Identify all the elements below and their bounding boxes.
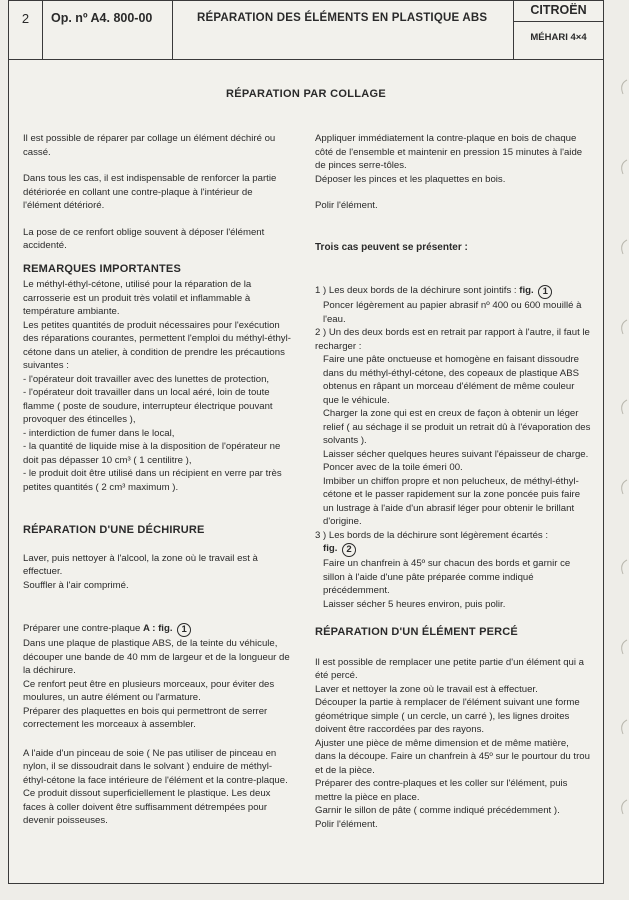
- case2-paragraph: Charger la zone qui est en creux de façon à obtenir un léger relief ( au séchage il se produit un retrait dû à l'évaporation des solvants ).: [323, 408, 591, 446]
- pierced-paragraph: Garnir le sillon de pâte ( comme indiqué précédemment ).: [315, 805, 560, 816]
- case3-fig-label: fig.: [323, 543, 338, 554]
- tear-heading: RÉPARATION D'UNE DÉCHIRURE: [23, 524, 205, 536]
- model-name: MÉHARI 4×4: [530, 32, 587, 43]
- remarks-bullet: - l'opérateur doit travailler dans un local aéré, loin de toute flamme ( poste de soudure, interrupteur électrique pouvant provoquer des étincelles ),: [23, 387, 273, 425]
- polish-line: Polir l'élément.: [315, 200, 378, 211]
- plate-paragraph: Ce renfort peut être en plusieurs morceaux, pour éviter des moulures, un autre élément ou l'armature.: [23, 678, 275, 703]
- figure-marker: 2: [342, 543, 356, 557]
- plate-ref: A : fig.: [143, 623, 173, 634]
- plate-paragraph: Préparer des plaquettes en bois qui permettront de serrer correctement les morceaux à assembler.: [23, 705, 268, 730]
- remarks-bullet: - la quantité de liquide mise à la disposition de l'opérateur ne doit pas dépasser 10 cm³ ( 1 centilitre ),: [23, 441, 281, 466]
- pierced-paragraph: Laver et nettoyer la zone où le travail est à effectuer.: [315, 683, 538, 695]
- case1-lead-text: 1 ) Les deux bords de la déchirure sont jointifs :: [315, 285, 520, 296]
- case2-paragraph: Imbiber un chiffon propre et non pelucheux, de méthyl-éthyl-cétone et le passer rapidement sur la zone poncée puis faire un lustrage à l'aide d'un abrasif léger pour obtenir le brillant d'origine.: [323, 475, 581, 527]
- case2-paragraph: Faire une pâte onctueuse et homogène en faisant dissoudre dans du méthyl-éthyl-cétone, des copeaux de plastique ABS obtenus en râpant un morceau d'élément de même couleur que le véhicule.: [323, 354, 580, 406]
- pierced-heading: RÉPARATION D'UN ÉLÉMENT PERCÉ: [315, 626, 518, 638]
- tear-paragraph: Souffler à l'air comprimé.: [23, 579, 129, 591]
- brand-name: CITROËN: [514, 1, 603, 22]
- tear-paragraph: Laver, puis nettoyer à l'alcool, la zone où le travail est à effectuer.: [23, 552, 258, 577]
- brush-paragraph: A l'aide d'un pinceau de soie ( Ne pas utiliser de pinceau en nylon, il se dissoudrait dans le solvant ) enduire de méthyl-éthyl-cétone la face intérieure de l'élément et la contre-plaque.: [23, 747, 288, 786]
- pierced-paragraph: Ajuster une pièce de même dimension et de même matière, dans la découpe. Faire un chanfrein à 45º sur le pourtour du trou et de la pièce.: [315, 737, 590, 776]
- case3-lead: 3 ) Les bords de la déchirure sont légèrement écartés :: [315, 529, 549, 541]
- binder-hole-marks: [607, 0, 629, 900]
- manual-page: [8, 0, 604, 884]
- case2-paragraph: Laisser sécher quelques heures suivant l'épaisseur de charge.: [323, 448, 589, 460]
- case3-paragraph: Laisser sécher 5 heures environ, puis polir.: [323, 598, 506, 610]
- remarks-heading: REMARQUES IMPORTANTES: [23, 262, 182, 275]
- plate-paragraph: Dans une plaque de plastique ABS, de la teinte du véhicule, découper une bande de 40 mm de largeur et de la longueur de la déchirure.: [23, 638, 290, 676]
- operation-code: Op. nº A4. 800-00: [43, 1, 173, 59]
- cases-heading: Trois cas peuvent se présenter :: [315, 241, 468, 253]
- remarks-bullet: - le produit doit être utilisé dans un récipient en verre par très petites quantités ( 2 cm³ maximum ).: [23, 468, 282, 493]
- brand-box: [513, 1, 603, 59]
- intro-paragraph: Il est possible de réparer par collage un élément déchiré ou cassé.: [23, 133, 276, 158]
- figure-marker: 1: [177, 623, 191, 637]
- brush-paragraph: Ce produit dissout superficiellement le plastique. Les deux faces à coller doivent être suffisamment détrempées pour devenir poisseuses.: [23, 788, 271, 826]
- page-number: 2: [9, 1, 43, 59]
- case3-fig: [315, 542, 591, 557]
- case1-fig-label: fig.: [519, 285, 534, 296]
- case1-lead: [315, 284, 591, 299]
- intro-paragraph: La pose de ce renfort oblige souvent à déposer l'élément accidenté.: [23, 226, 265, 251]
- right-column: [315, 132, 591, 831]
- case3-paragraph: Faire un chanfrein à 45º sur chacun des bords et garnir ce sillon à l'aide d'une pâte préparée comme indiqué précédemment.: [323, 558, 571, 596]
- section-title: RÉPARATION PAR COLLAGE: [226, 88, 386, 100]
- apply-paragraph: Appliquer immédiatement la contre-plaque en bois de chaque côté de l'ensemble et maintenir en pression 15 minutes à l'aide de pinces serre-tôles.: [315, 133, 583, 171]
- intro-paragraph: Dans tous les cas, il est indispensable de renforcer la partie détériorée en collant une contre-plaque à l'intérieur de l'élément détérioré.: [23, 173, 277, 211]
- pierced-paragraph: Polir l'élément.: [315, 818, 378, 830]
- pierced-paragraph: Il est possible de remplacer une petite partie d'un élément qui a été percé.: [315, 656, 585, 681]
- case2-paragraph: Poncer avec de la toile émeri 00.: [323, 462, 463, 473]
- remarks-paragraph: Le méthyl-éthyl-cétone, utilisé pour la réparation de la carrosserie est un produit très volatil et inflammable à température ambiante.: [23, 279, 252, 317]
- remarks-bullet: - interdiction de fumer dans le local,: [23, 427, 175, 439]
- apply-paragraph: Déposer les pinces et les plaquettes en bois.: [315, 173, 506, 185]
- left-column: [23, 132, 291, 828]
- figure-marker: 1: [538, 285, 552, 299]
- case2-lead: 2 ) Un des deux bords est en retrait par rapport à l'autre, il faut le recharger :: [315, 327, 590, 352]
- plate-intro: [23, 622, 291, 637]
- pierced-paragraph: Préparer des contre-plaques et les coller sur l'élément, puis mettre la pièce en place.: [315, 778, 568, 803]
- page-header: [9, 1, 603, 60]
- header-title: RÉPARATION DES ÉLÉMENTS EN PLASTIQUE ABS: [197, 12, 488, 24]
- case1-text: Poncer légèrement au papier abrasif nº 400 ou 600 mouillé à l'eau.: [323, 300, 582, 325]
- remarks-bullet: - l'opérateur doit travailler avec des lunettes de protection,: [23, 373, 270, 385]
- plate-label: Préparer une contre-plaque: [23, 623, 143, 634]
- pierced-paragraph: Découper la partie à remplacer de l'élément suivant une forme géométrique simple ( un cercle, un carré ), les lignes droites doivent être raccordées par des rayons.: [315, 697, 580, 735]
- remarks-paragraph: Les petites quantités de produit nécessaires pour l'exécution des réparations courantes, permettent l'emploi du méthyl-éthyl-cétone dans un atelier, à condition de prendre les précautions suivantes :: [23, 319, 291, 371]
